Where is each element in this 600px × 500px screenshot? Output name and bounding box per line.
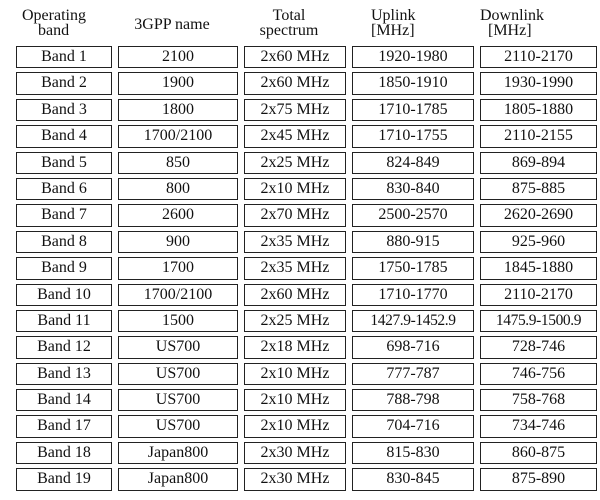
downlink-cell: 869-894: [480, 152, 597, 174]
uplink-cell: 698-716: [352, 336, 474, 358]
name-cell: US700: [118, 389, 238, 411]
band-cell: Band 3: [16, 99, 112, 121]
downlink-cell: 2110-2155: [480, 125, 597, 147]
table-row: [16, 442, 587, 464]
spectrum-cell: 2x10 MHz: [244, 363, 346, 385]
band-cell: Band 7: [16, 204, 112, 226]
uplink-cell: 880-915: [352, 231, 474, 253]
name-cell: 900: [118, 231, 238, 253]
band-cell: Band 8: [16, 231, 112, 253]
table-row: [16, 415, 587, 437]
uplink-cell: 1750-1785: [352, 257, 474, 279]
uplink-cell: 830-845: [352, 468, 474, 490]
uplink-cell: 1710-1770: [352, 284, 474, 306]
header-downlink-line2: [MHz]: [488, 22, 532, 39]
uplink-cell: 777-787: [352, 363, 474, 385]
table-row: [16, 310, 587, 332]
downlink-cell: 1930-1990: [480, 72, 597, 94]
table-body: [16, 46, 587, 491]
band-cell: Band 19: [16, 468, 112, 490]
spectrum-cell: 2x35 MHz: [244, 231, 346, 253]
name-cell: 2600: [118, 204, 238, 226]
spectrum-cell: 2x18 MHz: [244, 336, 346, 358]
table-row: [16, 336, 587, 358]
header-spectrum-line2: spectrum: [259, 22, 319, 39]
spectrum-cell: 2x35 MHz: [244, 257, 346, 279]
name-cell: 850: [118, 152, 238, 174]
spectrum-cell: 2x60 MHz: [244, 72, 346, 94]
spectrum-cell: 2x60 MHz: [244, 46, 346, 68]
downlink-cell: 728-746: [480, 336, 597, 358]
name-cell: 800: [118, 178, 238, 200]
downlink-cell: 2110-2170: [480, 46, 597, 68]
table-row: [16, 389, 587, 411]
header-band-line2: band: [38, 22, 70, 39]
header-operating-band: [16, 8, 104, 38]
table-row: [16, 178, 587, 200]
downlink-cell: 1805-1880: [480, 99, 597, 121]
header-downlink: [476, 8, 593, 38]
downlink-cell: 925-960: [480, 231, 597, 253]
downlink-cell: 2110-2170: [480, 284, 597, 306]
band-cell: Band 10: [16, 284, 112, 306]
uplink-cell: 788-798: [352, 389, 474, 411]
uplink-cell: 815-830: [352, 442, 474, 464]
spectrum-cell: 2x10 MHz: [244, 415, 346, 437]
table-row: [16, 99, 587, 121]
spectrum-cell: 2x10 MHz: [244, 389, 346, 411]
name-cell: US700: [118, 363, 238, 385]
uplink-cell: 1850-1910: [352, 72, 474, 94]
name-cell: Japan800: [118, 468, 238, 490]
name-cell: 1800: [118, 99, 238, 121]
spectrum-cell: 2x25 MHz: [244, 152, 346, 174]
table-row: [16, 72, 587, 94]
spectrum-cell: 2x30 MHz: [244, 468, 346, 490]
band-cell: Band 9: [16, 257, 112, 279]
band-cell: Band 5: [16, 152, 112, 174]
band-cell: Band 12: [16, 336, 112, 358]
name-cell: 1900: [118, 72, 238, 94]
uplink-cell: 1710-1755: [352, 125, 474, 147]
band-cell: Band 11: [16, 310, 112, 332]
uplink-cell: 1920-1980: [352, 46, 474, 68]
band-cell: Band 14: [16, 389, 112, 411]
spectrum-cell: 2x25 MHz: [244, 310, 346, 332]
uplink-cell: 830-840: [352, 178, 474, 200]
spectrum-cell: 2x30 MHz: [244, 442, 346, 464]
band-cell: Band 13: [16, 363, 112, 385]
table-row: [16, 284, 587, 306]
header-band-line1: Operating: [22, 7, 86, 24]
header-uplink-line2: [MHz]: [371, 22, 415, 39]
spectrum-cell: 2x10 MHz: [244, 178, 346, 200]
header-uplink: [349, 8, 471, 38]
table-row: [16, 204, 587, 226]
table-row: [16, 231, 587, 253]
name-cell: US700: [118, 336, 238, 358]
downlink-cell: 860-875: [480, 442, 597, 464]
band-cell: Band 2: [16, 72, 112, 94]
header-spectrum-line1: Total: [272, 7, 306, 24]
band-cell: Band 6: [16, 178, 112, 200]
band-cell: Band 17: [16, 415, 112, 437]
name-cell: 2100: [118, 46, 238, 68]
header-downlink-line1: Downlink: [480, 7, 544, 24]
table-row: [16, 46, 587, 68]
table-header: [16, 8, 587, 46]
downlink-cell: 1845-1880: [480, 257, 597, 279]
name-cell: 1500: [118, 310, 238, 332]
uplink-cell: 824-849: [352, 152, 474, 174]
table-row: [16, 468, 587, 490]
name-cell: US700: [118, 415, 238, 437]
downlink-cell: 875-890: [480, 468, 597, 490]
name-cell: 1700/2100: [118, 284, 238, 306]
downlink-cell: 875-885: [480, 178, 597, 200]
downlink-cell: 746-756: [480, 363, 597, 385]
table-row: [16, 257, 587, 279]
downlink-cell: 2620-2690: [480, 204, 597, 226]
name-cell: 1700/2100: [118, 125, 238, 147]
header-total-spectrum: [234, 8, 344, 38]
table-row: [16, 125, 587, 147]
name-cell: Japan800: [118, 442, 238, 464]
downlink-cell: 758-768: [480, 389, 597, 411]
header-uplink-line1: Uplink: [371, 7, 416, 24]
uplink-cell: 1427.9-1452.9: [352, 310, 474, 332]
band-cell: Band 18: [16, 442, 112, 464]
uplink-cell: 704-716: [352, 415, 474, 437]
band-cell: Band 4: [16, 125, 112, 147]
band-cell: Band 1: [16, 46, 112, 68]
uplink-cell: 2500-2570: [352, 204, 474, 226]
table-row: [16, 363, 587, 385]
table-row: [16, 152, 587, 174]
spectrum-cell: 2x70 MHz: [244, 204, 346, 226]
spectrum-cell: 2x45 MHz: [244, 125, 346, 147]
spectrum-cell: 2x75 MHz: [244, 99, 346, 121]
spectrum-cell: 2x60 MHz: [244, 284, 346, 306]
downlink-cell: 1475.9-1500.9: [480, 310, 597, 332]
uplink-cell: 1710-1785: [352, 99, 474, 121]
header-3gpp-name: 3GPP name: [134, 16, 210, 33]
name-cell: 1700: [118, 257, 238, 279]
downlink-cell: 734-746: [480, 415, 597, 437]
